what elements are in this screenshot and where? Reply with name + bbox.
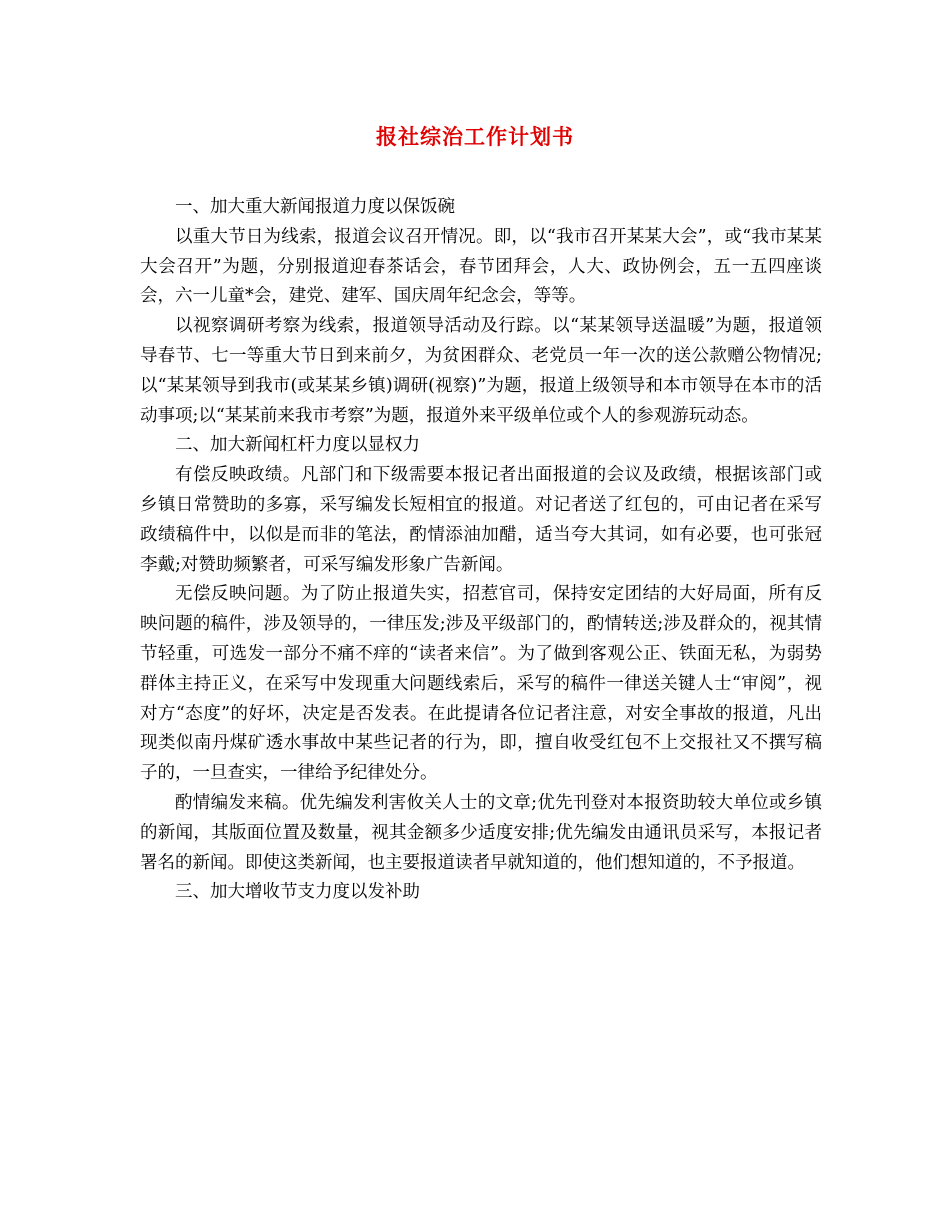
body-paragraph: 以视察调研考察为线索，报道领导活动及行踪。以“某某领导送温暖”为题，报道领导春节、七一等重大节日到来前夕，为贫困群众、老党员一年一次的送公款赠公物情况;以“某某领导到我市(或某某乡镇)调研(视察)”为题，报道上级领导和本市领导在本市的活动事项;以“某某前来我市考察”为题，报道外来平级单位或个人的参观游玩动态。 [140,316,822,426]
document-title: 报社综治工作计划书 [376,124,574,149]
body-paragraph: 无偿反映问题。为了防止报道失实，招惹官司，保持安定团结的大好局面，所有反映问题的稿件，涉及领导的，一律压发;涉及平级部门的，酌情转送;涉及群众的，视其情节轻重，可选发一部分不痛不痒的“读者来信”。为了做到客观公正、铁面无私，为弱势群体主持正义，在采写中发现重大问题线索后，采写的稿件一律送关键人士“审阅”，视对方“态度”的好坏，决定是否发表。在此提请各位记者注意，对安全事故的报道，凡出现类似南丹煤矿透水事故中某些记者的行为，即，擅自收受红包不上交报社又不撰写稿子的，一旦查实，一律给予纪律处分。 [140,584,822,784]
section-heading-2: 二、加大新闻杠杆力度以显权力 [175,435,420,456]
body-paragraph: 酌情编发来稿。优先编发利害攸关人士的文章;优先刊登对本报资助较大单位或乡镇的新闻，其版面位置及数量，视其金额多少适度安排;优先编发由通讯员采写，本报记者署名的新闻。即使这类新闻，也主要报道读者早就知道的，他们想知道的，不予报道。 [140,792,822,873]
body-paragraph: 以重大节日为线索，报道会议召开情况。即，以“我市召开某某大会”，或“我市某某大会召开”为题，分别报道迎春茶话会，春节团拜会，人大、政协例会，五一五四座谈会，六一儿童*会，建党、建军、国庆周年纪念会，等等。 [140,226,822,307]
section-heading-1: 一、加大重大新闻报道力度以保饭碗 [175,197,455,217]
section-heading-3: 三、加大增收节支力度以发补助 [175,882,420,903]
body-paragraph: 有偿反映政绩。凡部门和下级需要本报记者出面报道的会议及政绩，根据该部门或乡镇日常赞助的多寡，采写编发长短相宜的报道。对记者送了红包的，可由记者在采写政绩稿件中，以似是而非的笔法，酌情添油加醋，适当夸大其词，如有必要，也可张冠李戴;对赞助频繁者，可采写编发形象广告新闻。 [140,465,822,575]
document-body [140,193,822,908]
